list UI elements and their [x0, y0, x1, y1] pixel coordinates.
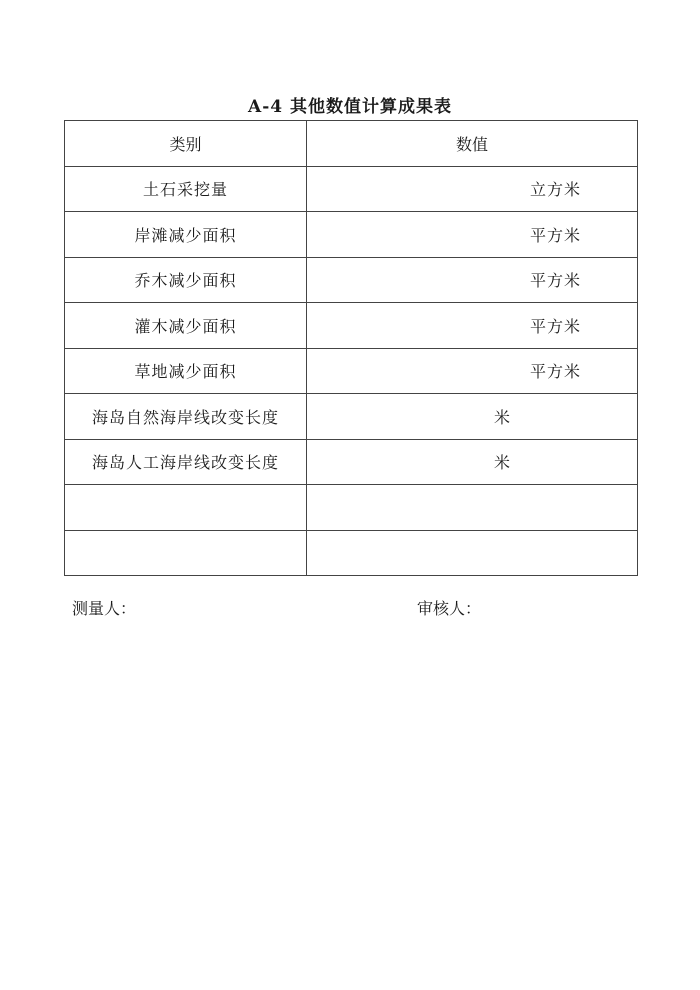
row-unit: 平方米 — [307, 348, 638, 394]
row-unit: 立方米 — [307, 166, 638, 212]
table-row — [65, 303, 638, 349]
results-table — [64, 120, 638, 576]
row-unit — [307, 485, 638, 531]
row-unit: 米 — [307, 394, 638, 440]
table-row — [65, 166, 638, 212]
row-name: 海岛自然海岸线改变长度 — [65, 394, 307, 440]
table-row — [65, 257, 638, 303]
row-unit: 平方米 — [307, 303, 638, 349]
row-name: 草地减少面积 — [65, 348, 307, 394]
row-name: 土石采挖量 — [65, 166, 307, 212]
surveyor-label: 测量人： — [72, 599, 137, 618]
header-category: 类别 — [65, 121, 307, 167]
table-header-row — [65, 121, 638, 167]
page-title: A-4 其他数值计算成果表 — [248, 97, 452, 117]
row-name: 灌木减少面积 — [65, 303, 307, 349]
table-row — [65, 394, 638, 440]
row-unit: 平方米 — [307, 257, 638, 303]
row-unit: 米 — [307, 439, 638, 485]
reviewer-label: 审核人： — [417, 599, 482, 618]
table-row — [65, 439, 638, 485]
table-row — [65, 212, 638, 258]
row-unit: 平方米 — [307, 212, 638, 258]
row-unit — [307, 530, 638, 576]
table-row — [65, 485, 638, 531]
row-name: 海岛人工海岸线改变长度 — [65, 439, 307, 485]
table-row — [65, 348, 638, 394]
row-name — [65, 485, 307, 531]
header-value: 数值 — [307, 121, 638, 167]
row-name: 岸滩减少面积 — [65, 212, 307, 258]
table-row — [65, 530, 638, 576]
row-name: 乔木减少面积 — [65, 257, 307, 303]
row-name — [65, 530, 307, 576]
